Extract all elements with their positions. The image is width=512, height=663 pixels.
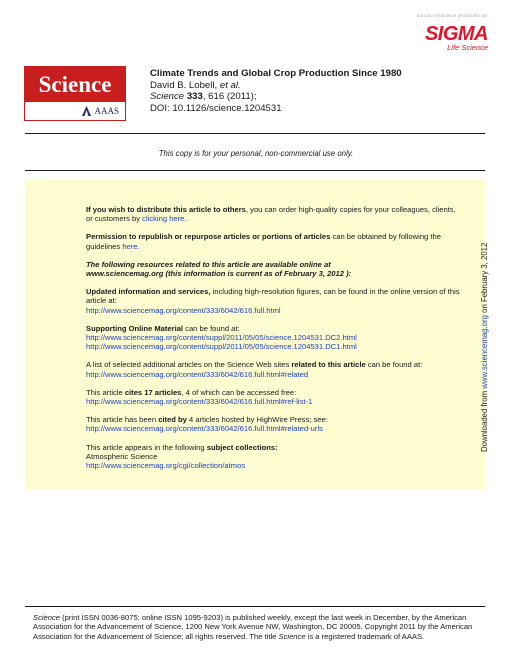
authors-text: David B. Lobell,: [150, 79, 218, 91]
article-doi: DOI: 10.1126/science.1204531: [150, 102, 282, 114]
resources-paragraph: [86, 260, 462, 278]
distribute-paragraph: [86, 205, 462, 223]
subject-name: Atmospheric Science: [86, 451, 158, 461]
permission-text: can be obtained by following the guidelines: [86, 232, 441, 251]
subject-heading: subject collections:: [206, 442, 278, 452]
sponsor-brand: SIGMA: [424, 23, 488, 45]
cites-count: cites 17 articles: [124, 387, 182, 397]
footer-journal-name: Science: [33, 613, 61, 622]
related-text-end: can be found at:: [365, 360, 423, 370]
reference-list-link[interactable]: http://www.sciencemag.org/content/333/6042/616.full.html#ref-list-1: [86, 397, 313, 407]
copyright-footer: [33, 613, 478, 641]
notice-divider: [25, 170, 485, 171]
footer-text-2: is a registered trademark of AAAS.: [305, 631, 425, 641]
cited-by-text: This article has been: [86, 415, 159, 425]
subject-text: This article appears in the following: [86, 442, 207, 452]
sponsor-tagline: BIOLOGY RESEARCH SPONSORED BY: [417, 14, 488, 18]
permission-guidelines-link[interactable]: here.: [122, 241, 140, 251]
journal-volume: 333: [186, 91, 203, 102]
cited-by-text-end: 4 articles hosted by HighWire Press; see:: [186, 415, 328, 425]
cited-by-link[interactable]: http://www.sciencemag.org/content/333/6042/616.full.html#related-urls: [86, 424, 323, 434]
journal-reference: [150, 91, 402, 103]
personal-use-notice: This copy is for your personal, non-commercial use only.: [158, 149, 354, 158]
article-title: Climate Trends and Global Crop Production Since 1980: [150, 68, 402, 79]
et-al: et al.: [219, 79, 241, 91]
subject-paragraph: [86, 443, 462, 471]
som-heading: Supporting Online Material: [86, 323, 184, 333]
article-authors: [150, 80, 402, 92]
updated-paragraph: [86, 287, 462, 315]
updated-text: including high-resolution figures, can be found in the online version of this article at:: [86, 287, 460, 306]
distribute-text: , you can order high-quality copies for your colleagues, clients, or customers by: [86, 205, 456, 224]
related-articles-link[interactable]: http://www.sciencemag.org/content/333/6042/616.full.html#related: [86, 369, 309, 379]
related-text: A list of selected additional articles on the Science Web sites: [86, 360, 292, 370]
journal-pages-year: , 616 (2011);: [202, 91, 257, 102]
related-paragraph: [86, 360, 462, 378]
footer-journal-name-2: Science: [278, 631, 306, 641]
download-site-link[interactable]: www.sciencemag.org: [480, 315, 489, 389]
publisher-name: AAAS: [94, 106, 119, 116]
sponsor-subbrand: Life Science: [447, 43, 488, 52]
order-copies-link[interactable]: clicking here.: [142, 214, 187, 224]
footer-text-1: (print ISSN 0036-8075; online ISSN 1095-9203) is published weekly, except the last week in December, by the American Association for the Advancement of Science, 1200 New York Avenue NW, Washington, DC 20005. Copyright 2011 by the American Association for the Advancement of Science; all rights reserved. The title: [33, 613, 473, 641]
related-heading: related to this article: [291, 360, 366, 370]
info-content: [86, 205, 462, 479]
cited-by-paragraph: [86, 415, 462, 433]
journal-logo-footer: [25, 102, 125, 120]
cites-text: This article: [86, 387, 125, 397]
cited-by-heading: cited by: [158, 415, 187, 425]
citation-block: [150, 68, 402, 114]
som-dc1-link[interactable]: http://www.sciencemag.org/content/suppl/2011/05/05/science.1204531.DC1.html: [86, 342, 357, 352]
som-paragraph: [86, 324, 462, 352]
permission-paragraph: [86, 232, 462, 250]
download-prefix: Downloaded from: [480, 388, 489, 452]
permission-heading: Permission to republish or repurpose articles or portions of articles: [86, 232, 331, 242]
updated-heading: Updated information and services,: [86, 287, 211, 297]
sponsor-logo[interactable]: [368, 14, 488, 52]
full-text-link[interactable]: http://www.sciencemag.org/content/333/6042/616.full.html: [86, 305, 281, 315]
journal-logo[interactable]: [24, 66, 126, 121]
journal-name: Science: [150, 91, 185, 102]
journal-logo-text: Science: [25, 67, 125, 102]
distribute-heading: If you wish to distribute this article to others: [86, 205, 246, 214]
aaas-emblem-icon: [82, 106, 91, 116]
download-note: [480, 243, 489, 452]
cites-text-end: , 4 of which can be accessed free:: [181, 387, 297, 397]
header-divider: [25, 133, 485, 134]
som-text: can be found at:: [183, 323, 240, 333]
som-dc2-link[interactable]: http://www.sciencemag.org/content/suppl/2011/05/05/science.1204531.DC2.html: [86, 333, 357, 343]
cites-paragraph: [86, 388, 462, 406]
subject-collection-link[interactable]: http://www.sciencemag.org/cgi/collection/atmos: [86, 461, 246, 471]
resources-line-2: www.sciencemag.org (this information is current as of February 3, 2012 ):: [86, 269, 352, 279]
footer-divider: [25, 606, 485, 607]
resources-line-1: The following resources related to this article are available online at: [86, 259, 331, 269]
download-suffix: on February 3, 2012: [480, 242, 489, 316]
